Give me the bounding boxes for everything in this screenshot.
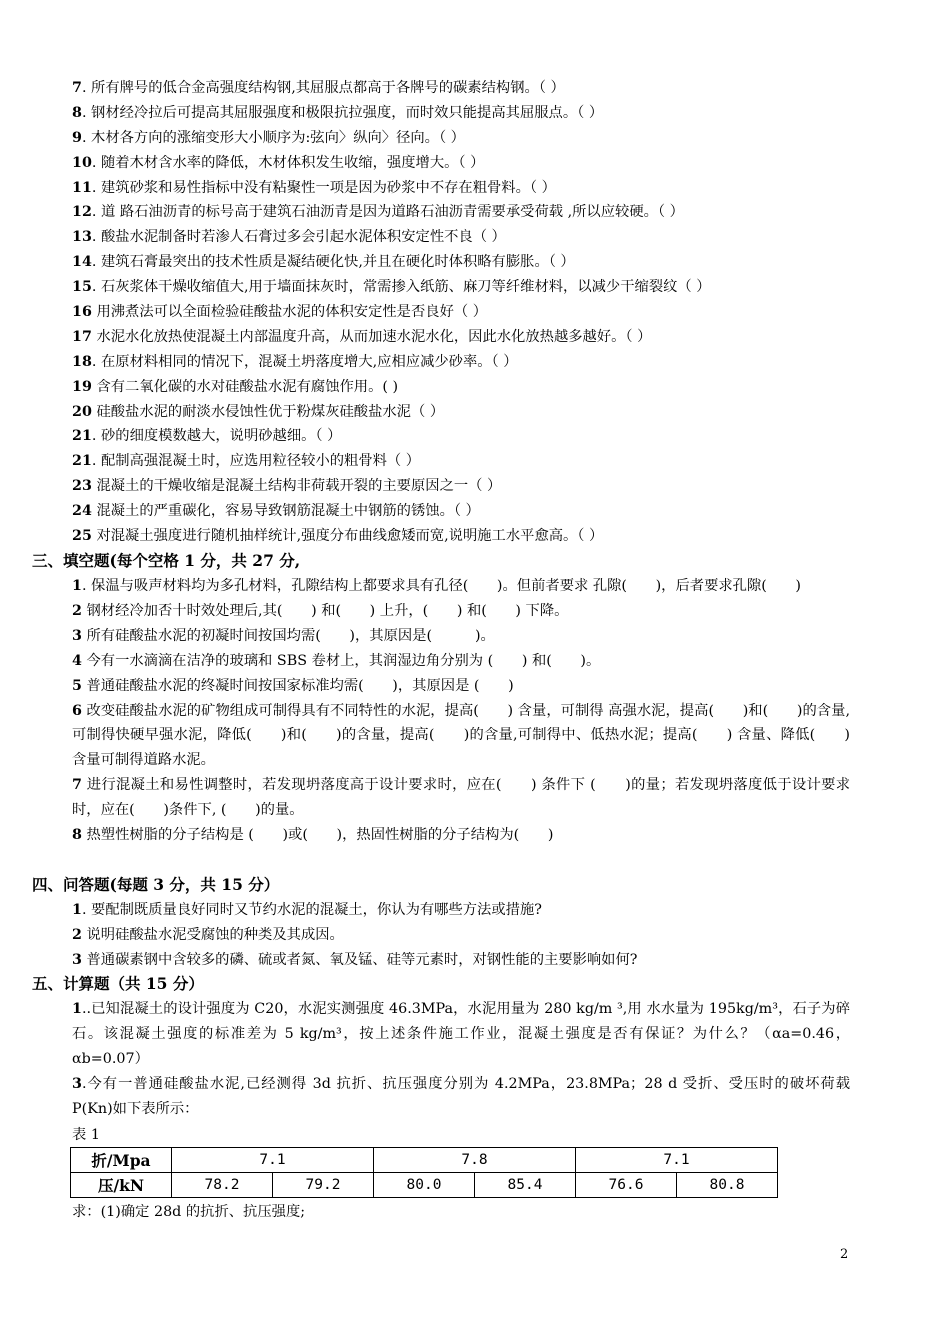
- list-item: 1..已知混凝土的设计强度为 C20，水泥实测强度 46.3MPa，水泥用量为 280 kg/m ³,用 水水量为 195kg/m³，石子为碎石。该混凝土强度的标准差为 5 kg/m³，按上述条件施工作业，混凝土强度是否有保证？为什么？（αa=0.46，αb=0.07）: [72, 1001, 850, 1067]
- list-item: 14. 建筑石膏最突出的技术性质是凝结硬化快,并且在硬化时体积略有膨胀。（ ）: [72, 254, 575, 271]
- list-item: 16 用沸煮法可以全面检验硅酸盐水泥的体积安定性是否良好（ ）: [72, 304, 488, 321]
- list-item: 4 今有一水滴滴在洁净的玻璃和 SBS 卷材上，其润湿边角分别为 ( ) 和( )。: [72, 652, 601, 669]
- list-item: 1. 保温与吸声材料均为多孔材料，孔隙结构上都要求具有孔径( )。但前者要求 孔隙( )，后者要求孔隙( ): [72, 578, 802, 594]
- list-item: 2 钢材经冷加否十时效处理后,其( ) 和( ) 上升，( ) 和( ) 下降。: [72, 602, 569, 619]
- section-heading-qa: 四、问答题(每题 3 分，共 15 分）: [32, 875, 280, 894]
- table-caption: 表 1: [72, 1127, 100, 1143]
- list-item: 21. 配制高强混凝土时，应选用粒径较小的粗骨料（ ）: [72, 453, 421, 470]
- table-cell: 7.1: [172, 1148, 374, 1173]
- section-heading-calc: 五、计算题（共 15 分）: [32, 974, 204, 993]
- table-cell: 80.0: [374, 1173, 475, 1198]
- list-item: 25 对混凝土强度进行随机抽样统计,强度分布曲线愈矮而宽,说明施工水平愈高。（ ）: [72, 528, 604, 545]
- list-item: 3 所有硅酸盐水泥的初凝时间按国均需( )，其原因是( )。: [72, 627, 495, 644]
- true-false-list: [72, 76, 862, 549]
- table-cell: 7.1: [576, 1148, 778, 1173]
- table-row: [71, 1148, 778, 1173]
- list-item: 21. 砂的细度模数越大，说明砂越细。（ ）: [72, 428, 342, 445]
- row-label: 压/kN: [71, 1173, 172, 1198]
- list-item: 2 说明硅酸盐水泥受腐蚀的种类及其成因。: [72, 926, 344, 943]
- question-tail: 求：(1)确定 28d 的抗折、抗压强度;: [72, 1204, 306, 1220]
- section-heading-fill-in: 三、填空题(每个空格 1 分，共 27 分,: [32, 551, 301, 570]
- list-item: 7. 所有牌号的低合金高强度结构钢,其屈服点都高于各牌号的碳素结构钢。（ ）: [72, 80, 565, 96]
- list-item: 24 混凝土的严重碳化，容易导致钢筋混凝土中钢筋的锈蚀。（ ）: [72, 503, 480, 520]
- list-item: 17 水泥水化放热使混凝土内部温度升高，从而加速水泥水化，因此水化放热越多越好。（ ）: [72, 328, 652, 345]
- qa-list: [72, 898, 850, 973]
- table-cell: 76.6: [576, 1173, 677, 1198]
- list-item: 15. 石灰浆体干燥收缩值大,用于墙面抹灰时，常需掺入纸筋、麻刀等纤维材料，以减少干缩裂纹（ ）: [72, 279, 711, 296]
- list-item: 7 进行混凝土和易性调整时，若发现坍落度高于设计要求时，应在( ) 条件下 ( )的量；若发现坍落度低于设计要求时，应在( )条件下, ( )的量。: [72, 777, 850, 819]
- table-cell: 78.2: [172, 1173, 273, 1198]
- list-item: 20 硅酸盐水泥的耐淡水侵蚀性优于粉煤灰硅酸盐水泥（ ）: [72, 403, 445, 420]
- list-item: 8 热塑性树脂的分子结构是 ( )或( )，热固性树脂的分子结构为( ): [72, 827, 554, 844]
- table-cell: 85.4: [475, 1173, 576, 1198]
- fill-in-list: [72, 574, 850, 848]
- row-label: 折/Mpa: [71, 1148, 172, 1173]
- list-item: 3.今有一普通硅酸盐水泥,已经测得 3d 抗折、抗压强度分别为 4.2MPa，23.8MPa；28 d 受折、受压时的破坏荷载 P(Kn)如下表所示：: [72, 1075, 850, 1117]
- list-item: 12. 道 路石油沥青的标号高于建筑石油沥青是因为道路石油沥青需要承受荷载 ,所以应较硬。（ ）: [72, 204, 684, 221]
- table-cell: 7.8: [374, 1148, 576, 1173]
- list-item: 3 普通碳素钢中含较多的磷、硫或者氮、氧及锰、硅等元素时，对钢性能的主要影响如何?: [72, 951, 638, 968]
- table-row: [71, 1173, 778, 1198]
- table-cell: 79.2: [273, 1173, 374, 1198]
- list-item: 18. 在原材料相同的情况下，混凝土坍落度增大,应相应减少砂率。（ ）: [72, 353, 518, 370]
- list-item: 10. 随着木材含水率的降低，木材体积发生收缩，强度增大。（ ）: [72, 154, 485, 171]
- page-number: 2: [840, 1247, 849, 1262]
- table-cell: 80.8: [677, 1173, 778, 1198]
- list-item: 19 含有二氧化碳的水对硅酸盐水泥有腐蚀作用。( ): [72, 378, 399, 395]
- list-item: 1. 要配制既质量良好同时又节约水泥的混凝土，你认为有哪些方法或措施?: [72, 902, 542, 918]
- list-item: 9. 木材各方向的涨缩变形大小顺序为:弦向〉纵向〉径向。（ ）: [72, 129, 465, 146]
- list-item: 11. 建筑砂浆和易性指标中没有粘聚性一项是因为砂浆中不存在粗骨料。（ ）: [72, 179, 556, 196]
- list-item: 8. 钢材经冷拉后可提高其屈服强度和极限抗拉强度，而时效只能提高其屈服点。（ ）: [72, 104, 604, 121]
- list-item: 6 改变硅酸盐水泥的矿物组成可制得具有不同特性的水泥，提高( ) 含量，可制得 高强水泥，提高( )和( )的含量,可制得快硬早强水泥，降低( )和( )的含量，提高( )的含量,可制得中、低热水泥；提高( ) 含量、降低( ) 含量可制得道路水泥。: [72, 702, 850, 769]
- load-table: [70, 1147, 778, 1198]
- list-item: 5 普通硅酸盐水泥的终凝时间按国家标准均需( )，其原因是 ( ): [72, 677, 514, 694]
- calc-list: [72, 997, 850, 1122]
- list-item: 13. 酸盐水泥制备时若渗人石膏过多会引起水泥体积安定性不良（ ）: [72, 229, 506, 246]
- list-item: 23 混凝土的干燥收缩是混凝土结构非荷载开裂的主要原因之一（ ）: [72, 478, 502, 495]
